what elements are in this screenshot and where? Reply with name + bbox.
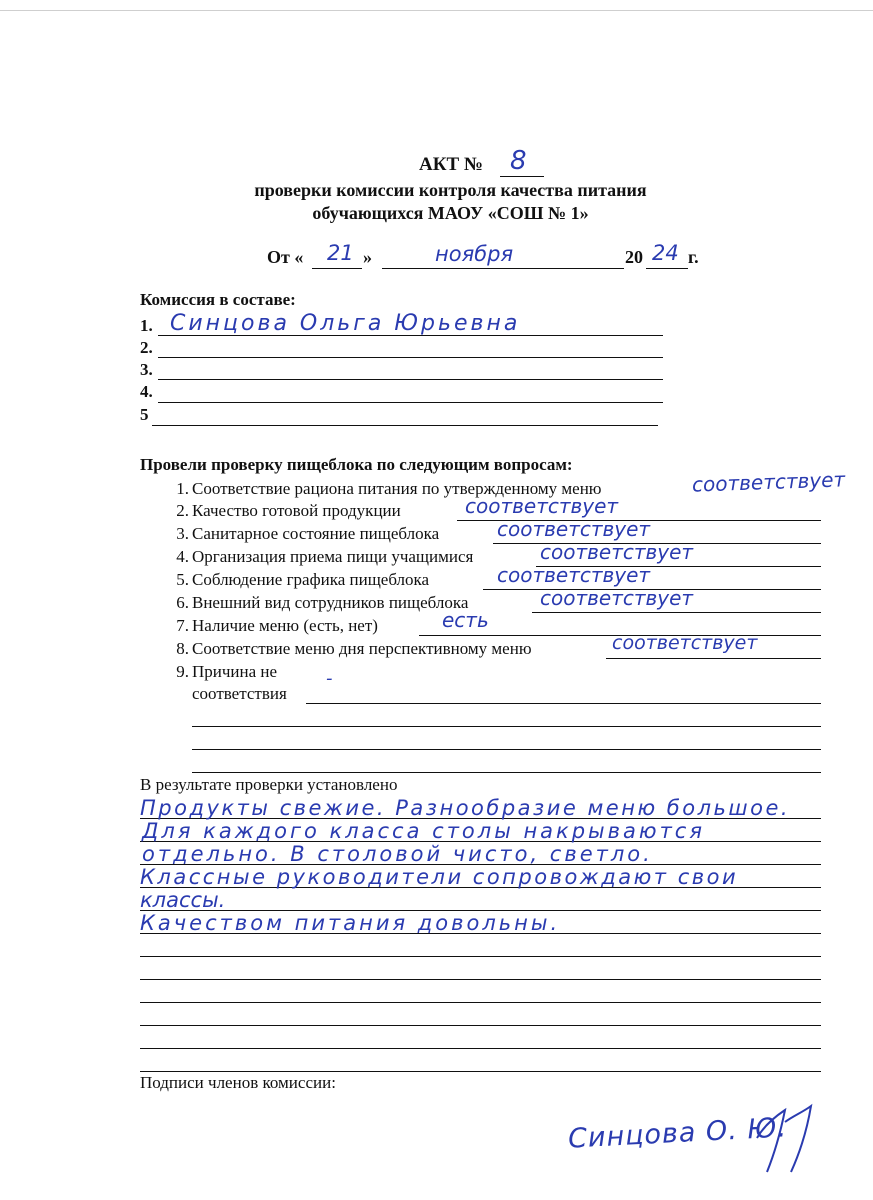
result-text-line: классы. bbox=[140, 888, 226, 912]
result-text-line: Для каждого класса столы накрываются bbox=[142, 819, 705, 843]
result-line bbox=[140, 1048, 821, 1049]
member-num: 3. bbox=[140, 360, 153, 379]
question-number: 4. bbox=[176, 547, 189, 566]
title-line-2: обучающихся МАОУ «СОШ № 1» bbox=[312, 203, 589, 223]
member-num: 4. bbox=[140, 382, 153, 401]
result-line bbox=[140, 956, 821, 957]
result-heading: В результате проверки установлено bbox=[140, 775, 398, 794]
question-answer: соответствует bbox=[691, 467, 846, 497]
member-num: 5 bbox=[140, 405, 149, 424]
result-text-line: Классные руководители сопровождают свои bbox=[140, 865, 739, 889]
question-answer: соответствует bbox=[465, 494, 619, 518]
member-line bbox=[158, 357, 663, 358]
question-text: Организация приема пищи учащимися bbox=[192, 547, 474, 566]
date-year: 24 bbox=[652, 241, 679, 265]
questions-heading: Провели проверку пищеблока по следующим вопросам: bbox=[140, 455, 573, 474]
signatures-heading: Подписи членов комиссии: bbox=[140, 1073, 336, 1092]
member-line bbox=[152, 425, 658, 426]
question-number: 3. bbox=[176, 524, 189, 543]
question-number: 7. bbox=[176, 616, 189, 635]
question-number: 5. bbox=[176, 570, 189, 589]
act-label: АКТ № bbox=[419, 154, 484, 175]
question-text: Качество готовой продукции bbox=[192, 501, 401, 520]
result-text-line: Качеством питания довольны. bbox=[140, 911, 561, 935]
question-text: соответствия bbox=[192, 684, 287, 703]
question-answer: соответствует bbox=[497, 563, 651, 587]
question-text: Соответствие меню дня перспективному меню bbox=[192, 639, 532, 658]
question-number: 8. bbox=[176, 639, 189, 658]
date-month-underline bbox=[382, 268, 624, 269]
question-text: Внешний вид сотрудников пищеблока bbox=[192, 593, 469, 612]
question-answer: есть bbox=[442, 608, 489, 632]
date-mid: » bbox=[363, 247, 372, 267]
question-text: Наличие меню (есть, нет) bbox=[192, 616, 378, 635]
question-number: 9. bbox=[176, 662, 189, 681]
date-year-end: г. bbox=[688, 247, 699, 267]
question-number: 6. bbox=[176, 593, 189, 612]
date-prefix: От « bbox=[267, 247, 304, 267]
answer-line bbox=[192, 772, 821, 773]
question-answer: соответствует bbox=[612, 632, 758, 654]
member-line bbox=[158, 379, 663, 380]
result-line bbox=[140, 1002, 821, 1003]
question-text: Санитарное состояние пищеблока bbox=[192, 524, 440, 543]
question-number: 2. bbox=[176, 501, 189, 520]
question-text: Соблюдение графика пищеблока bbox=[192, 570, 430, 589]
question-answer: соответствует bbox=[540, 586, 694, 610]
member-name: Синцова Ольга Юрьевна bbox=[170, 311, 521, 336]
commission-heading: Комиссия в составе: bbox=[140, 290, 296, 309]
question-answer: соответствует bbox=[497, 517, 651, 541]
scan-top-edge bbox=[0, 10, 873, 11]
result-line bbox=[140, 1071, 821, 1072]
question-answer: соответствует bbox=[540, 540, 694, 564]
result-line bbox=[140, 979, 821, 980]
question-text: Соответствие рациона питания по утвержденному меню bbox=[192, 479, 602, 498]
title-line-1: проверки комиссии контроля качества питания bbox=[254, 180, 647, 200]
date-month: ноября bbox=[435, 242, 514, 266]
member-line bbox=[158, 402, 663, 403]
question-answer: - bbox=[326, 668, 333, 689]
member-num: 2. bbox=[140, 338, 153, 357]
answer-line bbox=[192, 749, 821, 750]
signature-flourish-icon bbox=[745, 1100, 825, 1180]
question-number: 1. bbox=[176, 479, 189, 498]
question-text: Причина не bbox=[192, 662, 278, 681]
answer-line bbox=[606, 658, 821, 659]
answer-line bbox=[532, 612, 821, 613]
result-line bbox=[140, 1025, 821, 1026]
result-text-line: отдельно. В столовой чисто, светло. bbox=[142, 842, 653, 866]
member-num: 1. bbox=[140, 316, 153, 335]
result-text-line: Продукты свежие. Разнообразие меню большое. bbox=[140, 796, 791, 820]
act-number-underline bbox=[500, 176, 544, 177]
signature: Синцова О. Ю. bbox=[567, 1112, 788, 1155]
answer-line bbox=[192, 726, 821, 727]
answer-line bbox=[306, 703, 821, 704]
date-day-underline bbox=[312, 268, 362, 269]
act-number: 8 bbox=[510, 146, 527, 176]
date-year-underline bbox=[646, 268, 688, 269]
date-day: 21 bbox=[327, 241, 354, 265]
date-year-prefix: 20 bbox=[625, 247, 643, 267]
